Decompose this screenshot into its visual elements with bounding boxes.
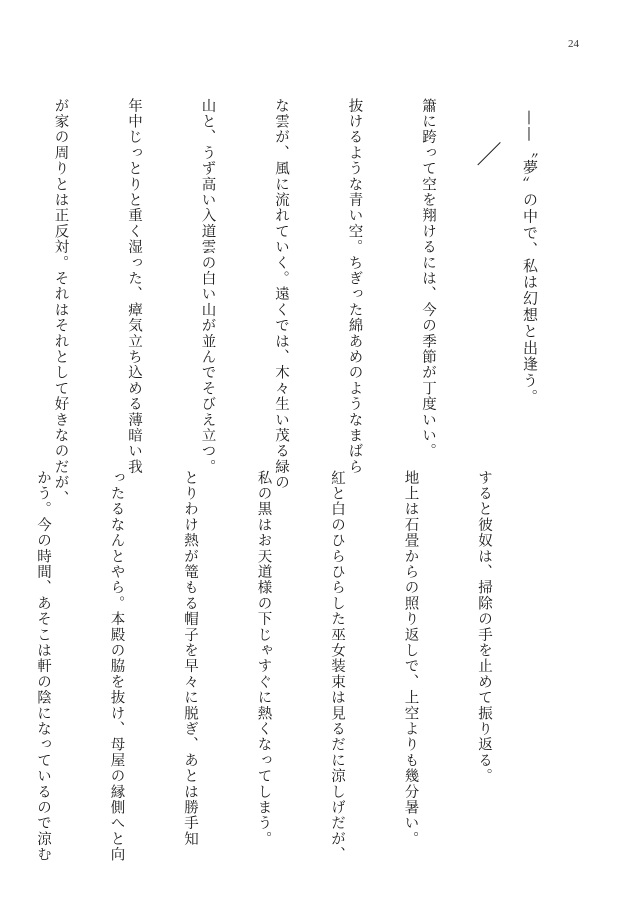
chapter-heading: ——〝夢〟の中で、私は幻想と出逢う。 [521,110,539,406]
text-line: ったるなんとやら。本殿の脇を抜け、母屋の縁側へと向 [108,470,125,863]
text-line: 私の黒はお天道様の下じゃすぐに熱くなってしまう。 [255,470,272,847]
text-line: かう。今の時間、あそこは軒の陰になっているので涼む [35,470,51,863]
text-line: 年中じっとりと重く湿った、瘴気立ち込める薄暗い我 [126,98,142,475]
text-line: すると彼奴は、掃除の手を止めて振り返る。 [476,470,492,784]
text-line: が家の周りとは正反対。それはそれとして好きなのだが、 [52,98,69,507]
text-line: 山と、うず高い入道雲の白い山が並んでそびえ立つ。 [199,98,216,475]
text-line: 地上は石畳からの照り返しで、上空よりも幾分暑い。 [402,470,419,847]
lower-text-block [0,470,545,863]
text-line: 抜けるような青い空。ちぎった綿あめのようなまばら [346,98,363,475]
text-line: とりわけ熱が篭もる帽子を早々に脱ぎ、あとは勝手知 [182,470,198,847]
text-line: 簫に跨って空を翔けるには、今の季節が丁度いい。 [420,98,436,460]
text-line: 紅と白のひらひらした巫女装束は見るだに涼しげだが、 [329,470,345,863]
text-line: な雲が、風に流れていく。遠くでは、木々生い茂る緑の [273,98,289,491]
upper-text-block [0,98,489,507]
page-number: 24 [568,38,579,50]
